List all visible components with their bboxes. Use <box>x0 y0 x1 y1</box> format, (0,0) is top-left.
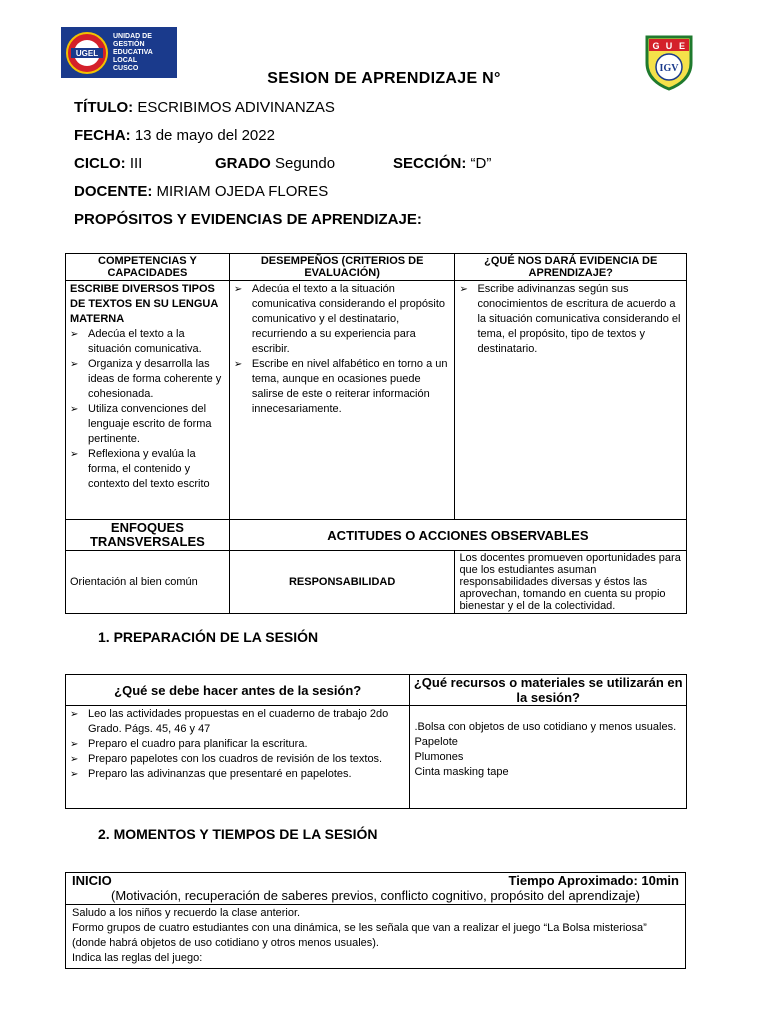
inicio-body-cell <box>66 905 686 969</box>
enfoque-value: Orientación al bien común <box>66 551 230 614</box>
valor-value: RESPONSABILIDAD <box>229 551 455 614</box>
list-item: Cinta masking tape <box>414 766 509 778</box>
fecha-line <box>74 127 275 144</box>
list-item: ➢ Adecúa el texto a la situación comunicativa considerando el propósito comunicativo y el destinatario, recurriendo a su experiencia para escribir. <box>233 283 446 355</box>
grado-value: Segundo <box>275 155 336 172</box>
titulo-line <box>74 99 335 116</box>
enfoques-title: ENFOQUES TRANSVERSALES <box>66 520 230 551</box>
seccion-value: “D” <box>470 155 492 172</box>
paragraph: Formo grupos de cuatro estudiantes con una dinámica, se les señala que van a realizar el juego “La Bolsa misteriosa” (donde habrá objetos de uso cotidiano y otros menos usuales). <box>72 922 647 949</box>
section-momentos: 2. MOMENTOS Y TIEMPOS DE LA SESIÓN <box>98 826 378 842</box>
list-item: ➢ Preparo las adivinanzas que presentaré en papelotes. <box>70 768 352 780</box>
ugel-emblem-icon <box>65 31 109 75</box>
titulo-value: ESCRIBIMOS ADIVINANZAS <box>137 99 335 116</box>
header-antes: ¿Qué se debe hacer antes de la sesión? <box>66 675 410 706</box>
recursos-cell <box>410 706 687 809</box>
section-preparacion: 1. PREPARACIÓN DE LA SESIÓN <box>98 629 319 645</box>
arrow-bullet-icon: ➢ <box>233 284 243 295</box>
arrow-bullet-icon: ➢ <box>70 739 79 750</box>
competencia-title: ESCRIBE DIVERSOS TIPOS DE TEXTOS EN SU LENGUA MATERNA <box>70 283 218 325</box>
inicio-label: INICIO <box>72 873 112 888</box>
paragraph: Indica las reglas del juego: <box>72 952 203 964</box>
capacidades-cell <box>66 281 230 520</box>
competencias-table <box>65 253 687 614</box>
header-competencias: COMPETENCIAS Y CAPACIDADES <box>66 254 230 281</box>
docente-label: DOCENTE: <box>74 183 153 200</box>
seccion-field <box>393 155 491 172</box>
inicio-subtitle: (Motivación, recuperación de saberes previos, conflicto cognitivo, propósito del aprendizaje) <box>111 888 640 903</box>
ciclo-value: III <box>129 155 143 172</box>
list-item: ➢ Leo las actividades propuestas en el cuaderno de trabajo 2do Grado. Págs. 45, 46 y 47 <box>70 708 389 735</box>
tiempo-label: Tiempo Aproximado: 10min <box>508 873 679 888</box>
svg-text:UGEL: UGEL <box>75 48 99 58</box>
evidencias-cell <box>455 281 687 520</box>
arrow-bullet-icon: ➢ <box>70 709 79 720</box>
fecha-value: 13 de mayo del 2022 <box>134 127 275 144</box>
header-evidencia: ¿QUÉ NOS DARÁ EVIDENCIA DE APRENDIZAJE? <box>455 254 687 281</box>
svg-text:G: G <box>652 41 660 51</box>
antes-cell <box>66 706 410 809</box>
arrow-bullet-icon: ➢ <box>70 754 79 765</box>
preparacion-table <box>65 674 687 809</box>
ciclo-label: CICLO: <box>74 155 126 172</box>
grado-field <box>215 155 335 172</box>
fecha-label: FECHA: <box>74 127 131 144</box>
list-item: ➢ Reflexiona y evalúa la forma, el contenido y contexto del texto escrito <box>70 448 210 490</box>
inicio-header-cell <box>66 873 686 905</box>
ugel-logo-text: UNIDAD DE GESTIÓN EDUCATIVA LOCAL CUSCO <box>113 32 153 72</box>
svg-text:E: E <box>678 41 686 51</box>
docente-line <box>74 183 328 200</box>
svg-text:IGV: IGV <box>659 63 679 74</box>
list-item: ➢ Preparo el cuadro para planificar la escritura. <box>70 738 308 750</box>
svg-text:U: U <box>665 41 673 51</box>
desempenos-cell <box>229 281 455 520</box>
ciclo-field <box>74 155 142 172</box>
header-desempenos: DESEMPEÑOS (CRITERIOS DE EVALUACIÓN) <box>229 254 455 281</box>
docente-value: MIRIAM OJEDA FLORES <box>156 183 329 200</box>
paragraph: Saludo a los niños y recuerdo la clase anterior. <box>72 907 301 919</box>
seccion-label: SECCIÓN: <box>393 155 467 172</box>
arrow-bullet-icon: ➢ <box>70 769 79 780</box>
list-item: .Bolsa con objetos de uso cotidiano y menos usuales. <box>414 721 677 733</box>
arrow-bullet-icon: ➢ <box>70 329 79 340</box>
arrow-bullet-icon: ➢ <box>70 359 79 370</box>
list-item: ➢ Utiliza convenciones del lenguaje escrito de forma pertinente. <box>70 403 212 445</box>
accion-value: Los docentes promueven oportunidades para que los estudiantes asuman responsabilidades diversas y éstos las aprovechan, tomando en cuenta su propio bienestar y el de la colectividad. <box>455 551 687 614</box>
list-item: ➢ Escribe adivinanzas según sus conocimientos de escritura de acuerdo a la situación comunicativa considerando el tema, el propósito, tipo de textos y destinatario. <box>459 283 681 355</box>
arrow-bullet-icon: ➢ <box>459 284 468 295</box>
list-item: ➢ Organiza y desarrolla las ideas de forma coherente y cohesionada. <box>70 358 222 400</box>
propositos-heading: PROPÓSITOS Y EVIDENCIAS DE APRENDIZAJE: <box>74 211 422 228</box>
arrow-bullet-icon: ➢ <box>70 404 79 415</box>
list-item: Papelote <box>414 736 458 748</box>
titulo-label: TÍTULO: <box>74 99 134 116</box>
list-item: Plumones <box>414 751 464 763</box>
page-title: SESION DE APRENDIZAJE N° <box>267 70 501 87</box>
inicio-table <box>65 872 686 969</box>
grado-label: GRADO <box>215 155 271 172</box>
actitudes-title: ACTITUDES O ACCIONES OBSERVABLES <box>229 520 686 551</box>
header-recursos: ¿Qué recursos o materiales se utilizarán en la sesión? <box>410 675 687 706</box>
arrow-bullet-icon: ➢ <box>233 359 243 370</box>
list-item: ➢ Escribe en nivel alfabético en torno a un tema, aunque en ocasiones puede salirse de este o reiterar información innecesariamente. <box>233 358 448 415</box>
arrow-bullet-icon: ➢ <box>70 449 79 460</box>
list-item: ➢ Preparo papelotes con los cuadros de revisión de los textos. <box>70 753 383 765</box>
list-item: ➢ Adecúa el texto a la situación comunicativa. <box>70 328 202 355</box>
